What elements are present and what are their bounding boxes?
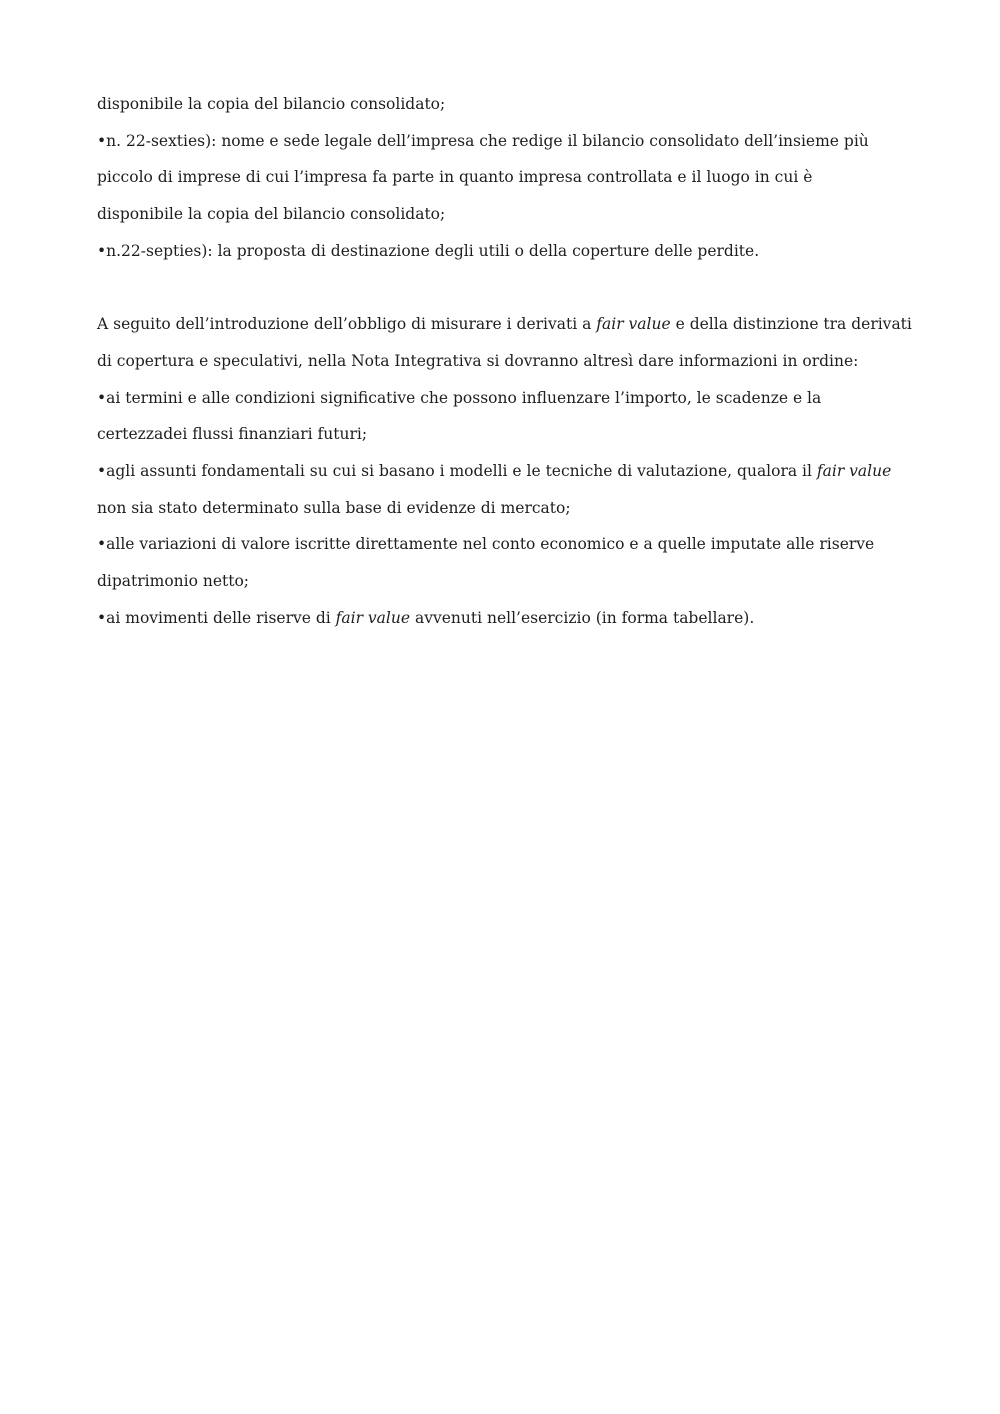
paragraph-intro-line bbox=[97, 306, 927, 343]
text-segment: •agli assunti fondamentali su cui si basano i modelli e le tecniche di valutazione, qualora il bbox=[97, 462, 817, 481]
bullet-22-sexties: •n. 22-sexties): nome e sede legale dell’impresa che redige il bilancio consolidato dell’insieme più bbox=[97, 131, 869, 150]
italic-term: fair value bbox=[596, 315, 671, 334]
text-segment: A seguito dell’introduzione dell’obbligo di misurare i derivati a bbox=[97, 315, 597, 334]
italic-term: fair value bbox=[816, 462, 892, 481]
body-text bbox=[97, 86, 927, 637]
text-line: dipatrimonio netto; bbox=[97, 572, 250, 591]
text-line: disponibile la copia del bilancio consolidato; bbox=[97, 95, 446, 113]
text-line: di copertura e speculativi, nella Nota Integrativa si dovranno altresì dare informazioni in ordine: bbox=[97, 351, 859, 370]
text-line: disponibile la copia del bilancio consolidato; bbox=[97, 205, 446, 224]
bullet-assunti bbox=[97, 453, 927, 490]
bullet-termini: •ai termini e alle condizioni significative che possono influenzare l’importo, le scadenze e la bbox=[97, 388, 822, 407]
text-segment: avvenuti nell’esercizio (in forma tabellare). bbox=[410, 608, 755, 627]
bullet-variazioni: •alle variazioni di valore iscritte direttamente nel conto economico e a quelle imputate alle riserve bbox=[97, 535, 875, 554]
text-line: certezzadei flussi finanziari futuri; bbox=[97, 425, 368, 444]
bullet-22-septies: •n.22-septies): la proposta di destinazione degli utili o della coperture delle perdite. bbox=[97, 241, 760, 260]
bullet-movimenti bbox=[97, 600, 927, 637]
text-line: piccolo di imprese di cui l’impresa fa parte in quanto impresa controllata e il luogo in cui è bbox=[97, 168, 813, 187]
italic-term: fair value bbox=[335, 608, 411, 627]
text-line: non sia stato determinato sulla base di evidenze di mercato; bbox=[97, 498, 571, 517]
text-segment: e della distinzione tra derivati bbox=[670, 315, 912, 334]
paragraph-gap bbox=[97, 270, 927, 307]
text-segment: •ai movimenti delle riserve di bbox=[97, 608, 336, 627]
